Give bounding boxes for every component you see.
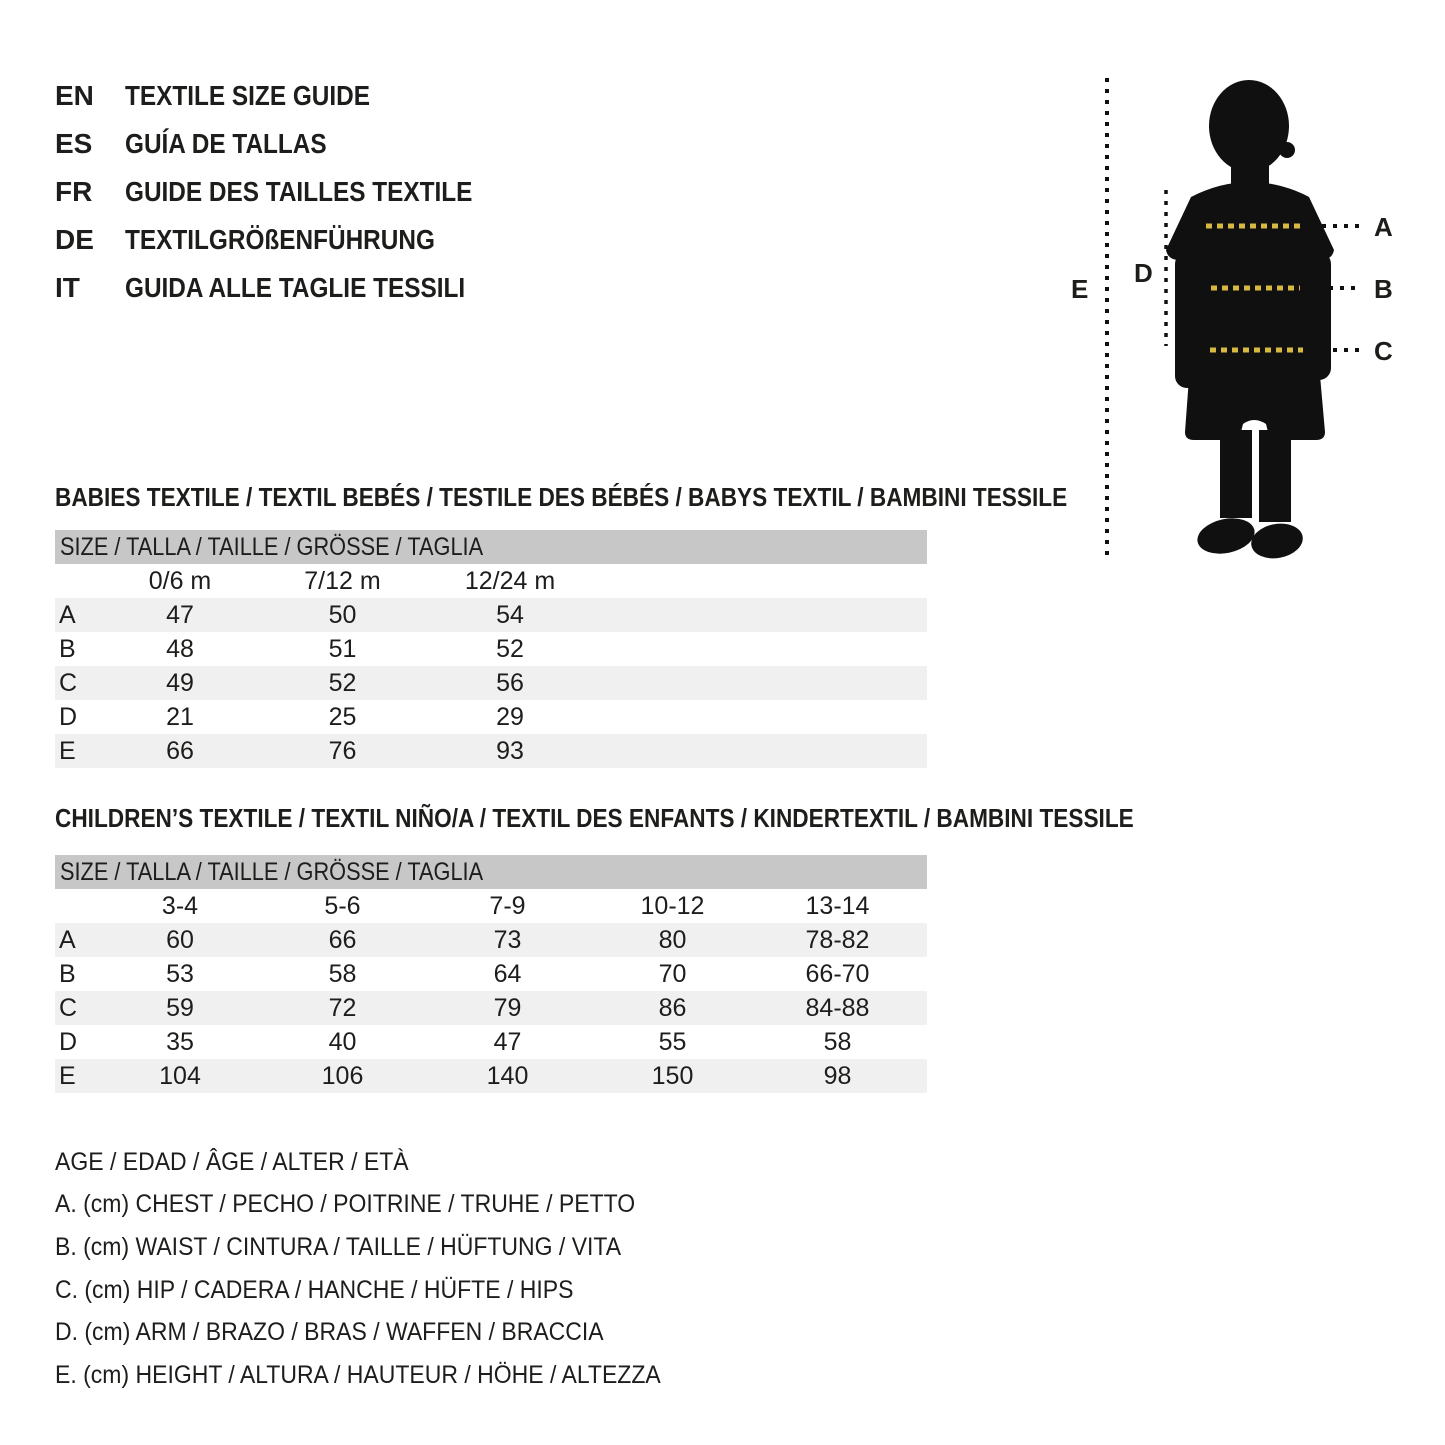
table-row xyxy=(55,700,927,734)
row-label: E xyxy=(59,1061,76,1090)
table-cell: 66 xyxy=(166,736,194,765)
row-label: A xyxy=(59,925,76,954)
table-cell: 49 xyxy=(166,668,194,697)
table-cell: 58 xyxy=(328,959,357,988)
lang-row-en xyxy=(55,72,524,120)
lang-code: EN xyxy=(55,80,94,111)
column-header: 10-12 xyxy=(640,891,705,920)
label-height-E: E xyxy=(1071,274,1089,304)
table-row xyxy=(55,598,927,632)
lang-title: GUIDA ALLE TAGLIE TESSILI xyxy=(125,272,466,303)
table-cell: 47 xyxy=(493,1027,522,1056)
table-cell: 106 xyxy=(321,1061,364,1090)
children-section-heading: CHILDREN’S TEXTILE / TEXTIL NIÑO/A / TEXTIL DES ENFANTS / KINDERTEXTIL / BAMBINI TESSILE xyxy=(55,803,1134,833)
right-arm-shape xyxy=(1306,252,1331,380)
lang-title: TEXTILE SIZE GUIDE xyxy=(125,80,370,111)
lang-row-fr xyxy=(55,168,524,216)
legend-waist: B. (cm) WAIST / CINTURA / TAILLE / HÜFTUNG / VITA xyxy=(55,1232,622,1261)
column-header: 7-9 xyxy=(489,891,526,920)
table-row xyxy=(55,1025,927,1059)
column-header: 0/6 m xyxy=(148,566,212,595)
table-cell: 52 xyxy=(328,668,357,697)
children-column-header-row xyxy=(55,889,927,923)
table-cell: 93 xyxy=(496,736,524,765)
size-header-bar: SIZE / TALLA / TAILLE / GRÖSSE / TAGLIA xyxy=(55,855,927,889)
legend-hip: C. (cm) HIP / CADERA / HANCHE / HÜFTE / HIPS xyxy=(55,1275,574,1304)
right-shoe-shape xyxy=(1248,520,1305,563)
legend-height: E. (cm) HEIGHT / ALTURA / HAUTEUR / HÖHE / ALTEZZA xyxy=(55,1360,661,1389)
row-label: C xyxy=(59,668,78,697)
children-size-table xyxy=(55,855,927,1093)
table-row xyxy=(55,734,927,768)
table-cell: 53 xyxy=(166,959,194,988)
table-cell: 78-82 xyxy=(805,925,870,954)
table-row xyxy=(55,923,927,957)
left-shoe-shape xyxy=(1194,513,1258,558)
lang-code: ES xyxy=(55,128,93,159)
table-cell: 70 xyxy=(658,959,687,988)
table-cell: 140 xyxy=(486,1061,529,1090)
table-cell: 56 xyxy=(496,668,524,697)
language-title-block xyxy=(55,72,524,312)
legend-arm: D. (cm) ARM / BRAZO / BRAS / WAFFEN / BRACCIA xyxy=(55,1318,604,1347)
table-cell: 73 xyxy=(493,925,522,954)
row-label: D xyxy=(59,702,78,731)
legend-age: AGE / EDAD / ÂGE / ALTER / ETÀ xyxy=(55,1147,409,1176)
label-arm-D: D xyxy=(1134,258,1153,288)
table-cell: 104 xyxy=(159,1061,201,1090)
lang-row-de xyxy=(55,216,524,264)
table-cell: 66 xyxy=(328,925,357,954)
table-cell: 79 xyxy=(493,993,522,1022)
row-label: C xyxy=(59,993,78,1022)
table-cell: 64 xyxy=(493,959,522,988)
table-cell: 84-88 xyxy=(805,993,870,1022)
table-cell: 150 xyxy=(651,1061,694,1090)
table-cell: 21 xyxy=(166,702,194,731)
left-leg-shape xyxy=(1220,430,1252,518)
label-chest-A: A xyxy=(1374,212,1393,242)
table-cell: 35 xyxy=(166,1027,194,1056)
table-cell: 72 xyxy=(328,993,357,1022)
table-cell: 47 xyxy=(166,600,194,629)
babies-section-heading: BABIES TEXTILE / TEXTIL BEBÉS / TESTILE DES BÉBÉS / BABYS TEXTIL / BAMBINI TESSILE xyxy=(55,482,1068,512)
table-cell: 60 xyxy=(166,925,194,954)
table-cell: 86 xyxy=(658,993,687,1022)
table-cell: 76 xyxy=(328,736,357,765)
table-cell: 51 xyxy=(328,634,357,663)
lang-title: GUÍA DE TALLAS xyxy=(125,128,327,159)
table-row xyxy=(55,632,927,666)
measurement-legend xyxy=(55,1141,713,1397)
right-leg-shape xyxy=(1259,430,1291,522)
table-cell: 48 xyxy=(166,634,194,663)
table-cell: 52 xyxy=(496,634,524,663)
table-cell: 59 xyxy=(166,993,194,1022)
babies-column-header-row xyxy=(55,564,927,598)
babies-size-table xyxy=(55,530,927,768)
column-header: 5-6 xyxy=(324,891,361,920)
row-label: E xyxy=(59,736,76,765)
table-cell: 25 xyxy=(328,702,357,731)
row-label: B xyxy=(59,959,76,988)
lang-title: GUIDE DES TAILLES TEXTILE xyxy=(125,176,473,207)
lang-title: TEXTILGRÖßENFÜHRUNG xyxy=(125,224,435,255)
table-cell: 50 xyxy=(328,600,357,629)
column-header: 12/24 m xyxy=(464,566,556,595)
lang-code: IT xyxy=(55,272,80,303)
label-waist-B: B xyxy=(1374,274,1393,304)
label-hip-C: C xyxy=(1374,336,1393,366)
table-cell: 54 xyxy=(496,600,524,629)
column-header: 3-4 xyxy=(161,891,199,920)
lang-row-it xyxy=(55,264,524,312)
lang-code: FR xyxy=(55,176,93,207)
column-header: 13-14 xyxy=(805,891,870,920)
table-cell: 58 xyxy=(823,1027,852,1056)
table-row xyxy=(55,1059,927,1093)
ear-shape xyxy=(1279,142,1295,158)
table-row xyxy=(55,991,927,1025)
row-label: B xyxy=(59,634,76,663)
lang-code: DE xyxy=(55,224,94,255)
table-row xyxy=(55,957,927,991)
size-header-bar: SIZE / TALLA / TAILLE / GRÖSSE / TAGLIA xyxy=(55,530,927,564)
lang-row-es xyxy=(55,120,524,168)
table-cell: 66-70 xyxy=(805,959,870,988)
row-label: D xyxy=(59,1027,78,1056)
legend-chest: A. (cm) CHEST / PECHO / POITRINE / TRUHE / PETTO xyxy=(55,1190,636,1219)
table-cell: 55 xyxy=(658,1027,687,1056)
table-cell: 29 xyxy=(496,702,524,731)
column-header: 7/12 m xyxy=(304,566,381,595)
table-row xyxy=(55,666,927,700)
table-cell: 40 xyxy=(328,1027,357,1056)
shorts-shape xyxy=(1185,364,1325,440)
row-label: A xyxy=(59,600,76,629)
table-cell: 98 xyxy=(823,1061,852,1090)
table-cell: 80 xyxy=(658,925,687,954)
